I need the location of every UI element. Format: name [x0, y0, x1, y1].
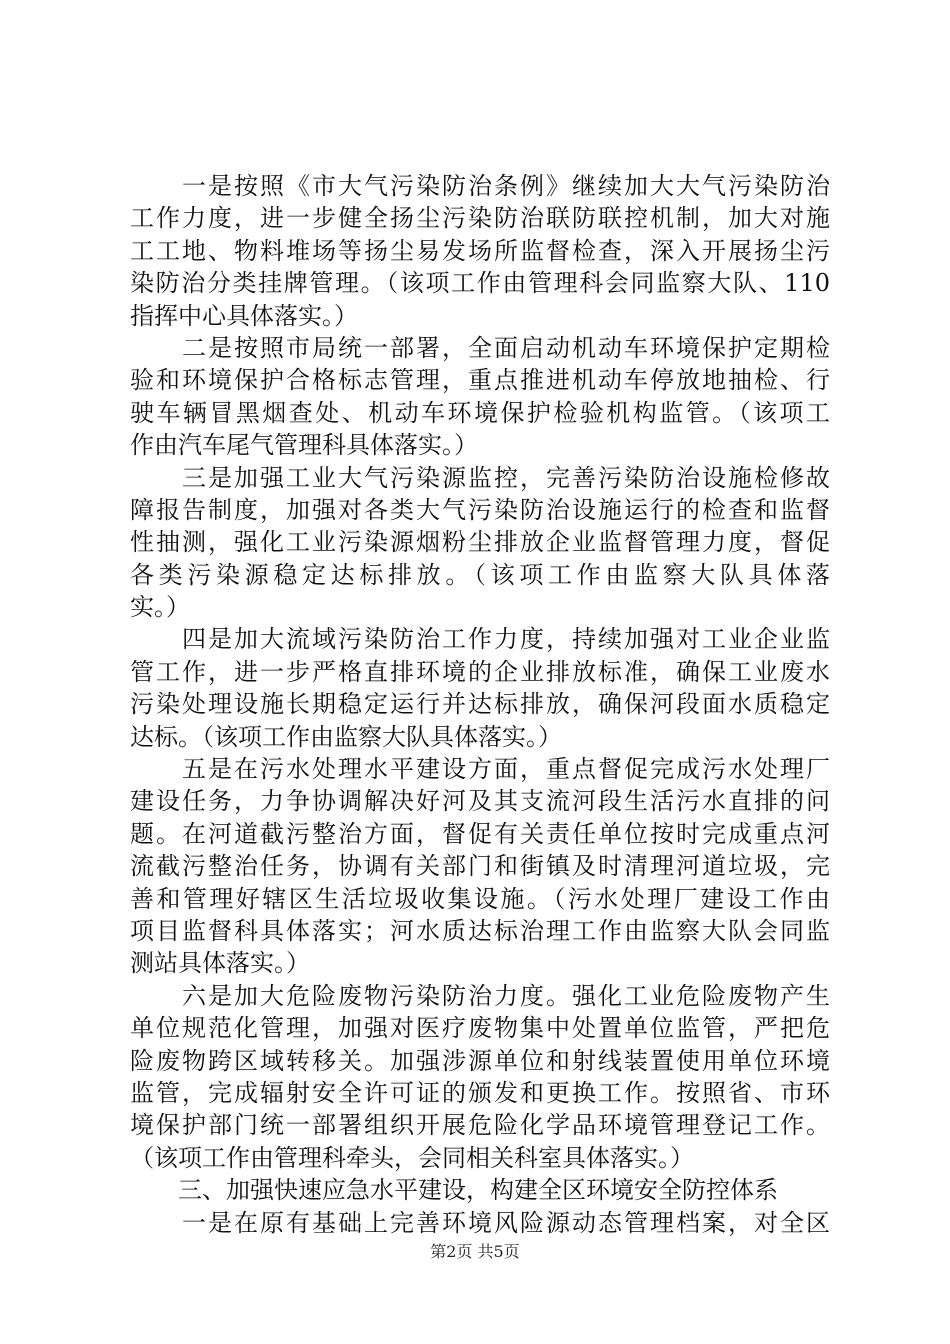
text-line: 验和环境保护合格标志管理，重点推进机动车停放地抽检、行	[130, 366, 830, 395]
text-line: 五是在污水处理水平建设方面，重点督促完成污水处理厂	[130, 755, 830, 784]
text-line: 善和管理好辖区生活垃圾收集设施。（污水处理厂建设工作由	[130, 884, 830, 913]
page-number: 第2页 共5页	[430, 1242, 520, 1261]
text-line: 工工地、物料堆场等扬尘易发场所监督检查，深入开展扬尘污	[130, 236, 830, 265]
text-line: 障报告制度，加强对各类大气污染防治设施运行的检查和监督	[130, 495, 830, 524]
text-line: 一是在原有基础上完善环境风险源动态管理档案，对全区	[130, 1208, 830, 1237]
text-line: 驶车辆冒黑烟查处、机动车环境保护检验机构监管。（该项工	[130, 398, 830, 427]
text-line: 建设任务，力争协调解决好河及其支流河段生活污水直排的问	[130, 787, 830, 816]
text-line: 二是按照市局统一部署，全面启动机动车环境保护定期检	[130, 333, 830, 362]
text-line: 污染处理设施长期稳定运行并达标排放，确保河段面水质稳定	[130, 690, 830, 719]
text-line: 题。在河道截污整治方面，督促有关责任单位按时完成重点河	[130, 819, 830, 848]
text-line: 项目监督科具体落实；河水质达标治理工作由监察大队会同监	[130, 916, 830, 945]
text-line: 境保护部门统一部署组织开展危险化学品环境管理登记工作。	[130, 1111, 830, 1140]
text-line: 实。）	[130, 593, 190, 622]
text-line: 单位规范化管理，加强对医疗废物集中处置单位监管，严把危	[130, 1014, 830, 1043]
text-line: 一是按照《市大气污染防治条例》继续加大大气污染防治	[130, 172, 830, 200]
document-body	[130, 170, 830, 1239]
text-line: 流截污整治任务，协调有关部门和街镇及时清理河道垃圾，完	[130, 852, 830, 881]
text-line: 管工作，进一步严格直排环境的企业排放标准，确保工业废水	[130, 657, 830, 686]
text-line: 达标。（该项工作由监察大队具体落实。）	[130, 722, 562, 751]
text-line: 险废物跨区域转移关。加强涉源单位和射线装置使用单位环境	[130, 1046, 830, 1075]
text-line: 作由汽车尾气管理科具体落实。）	[130, 431, 478, 460]
text-line: 染防治分类挂牌管理。（该项工作由管理科会同监察大队、110	[130, 269, 830, 298]
text-line: （该项工作由管理科牵头，会同相关科室具体落实。）	[130, 1143, 694, 1172]
text-line: 监管，完成辐射安全许可证的颁发和更换工作。按照省、市环	[130, 1078, 830, 1107]
text-line: 指挥中心具体落实。）	[130, 301, 358, 330]
text-line: 四是加大流域污染防治工作力度，持续加强对工业企业监	[130, 625, 830, 654]
page-footer	[0, 1242, 950, 1262]
text-line: 工作力度，进一步健全扬尘污染防治联防联控机制，加大对施	[130, 204, 830, 233]
text-line: 测站具体落实。）	[130, 949, 310, 978]
text-line: 六是加大危险废物污染防治力度。强化工业危险废物产生	[130, 981, 830, 1010]
text-line: 性抽测，强化工业污染源烟粉尘排放企业监督管理力度，督促	[130, 528, 830, 557]
text-line: 三是加强工业大气污染源监控，完善污染防治设施检修故	[130, 463, 830, 492]
text-line: 各类污染源稳定达标排放。（该项工作由监察大队具体落	[130, 560, 830, 589]
section-heading: 三、加强快速应急水平建设，构建全区环境安全防控体系	[130, 1176, 778, 1205]
